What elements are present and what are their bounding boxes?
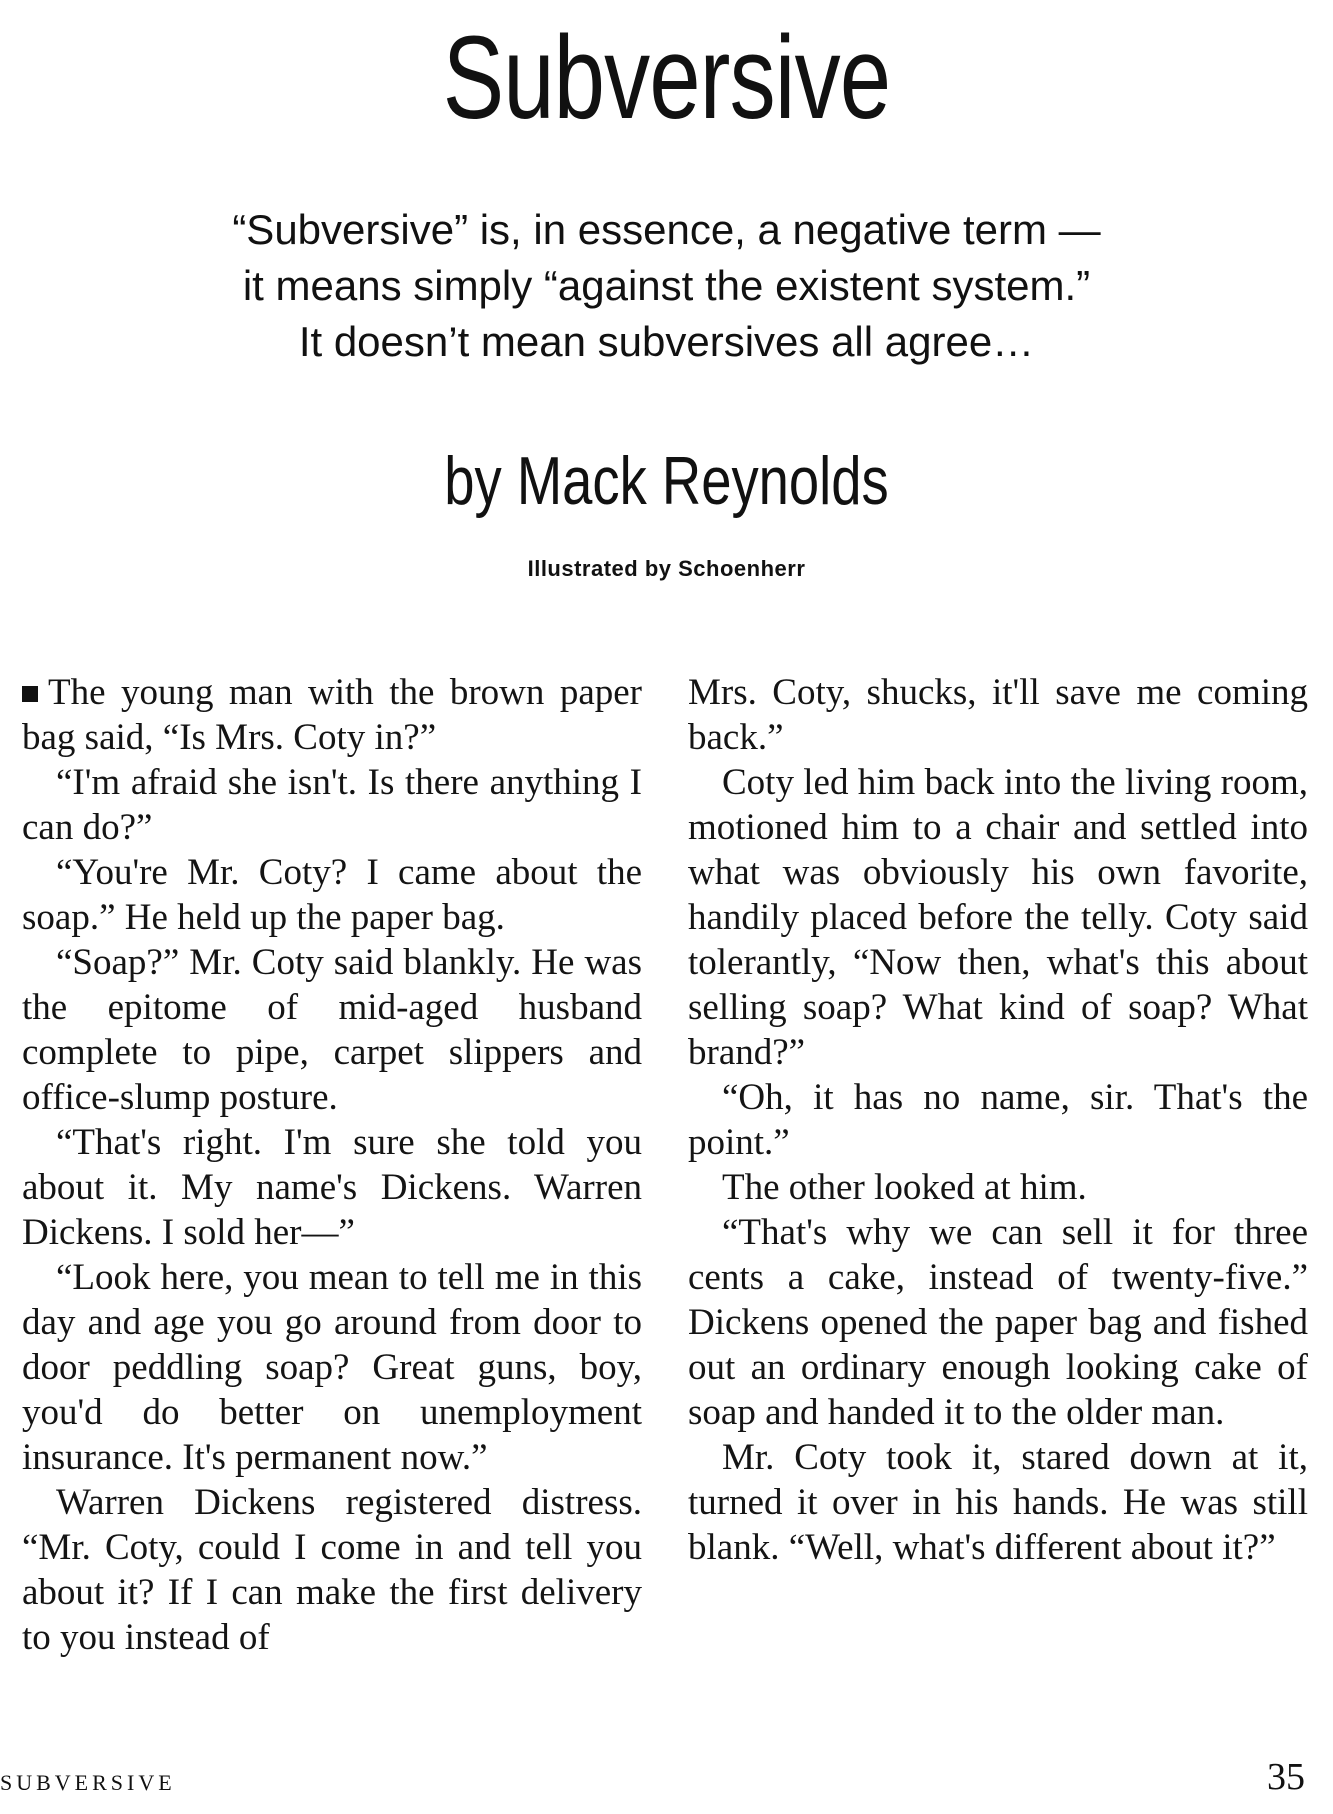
paragraph: Warren Dickens registered distress. “Mr. Coty, could I come in and tell you about it? If I can make the first delivery to you instead of <box>22 1482 642 1658</box>
right-column <box>688 670 1308 1570</box>
author-byline: by Mack Reynolds <box>444 443 889 519</box>
paragraph: Mrs. Coty, shucks, it'll save me coming back.” <box>688 672 1308 758</box>
bullet-icon <box>22 686 38 702</box>
left-column <box>22 670 642 1660</box>
paragraph: “That's right. I'm sure she told you about it. My name's Dickens. Warren Dickens. I sold her—” <box>22 1122 642 1253</box>
paragraph: Coty led him back into the living room, motioned him to a chair and settled into what was obviously his own favorite, handily placed before the telly. Coty said tolerantly, “Now then, what's this about selling soap? What kind of soap? What brand?” <box>688 762 1308 1073</box>
deck-line: it means simply “against the existent system.” <box>242 262 1091 309</box>
paragraph <box>22 670 642 760</box>
paragraph: The other looked at him. <box>722 1167 1087 1208</box>
deck-line: “Subversive” is, in essence, a negative term — <box>232 206 1101 253</box>
paragraph: “Soap?” Mr. Coty said blankly. He was the epitome of mid-aged husband complete to pipe, carpet slippers and office-slump posture. <box>22 942 642 1118</box>
running-head: SUBVERSIVE <box>0 1770 176 1795</box>
illustrator-credit: Illustrated by Schoenherr <box>527 556 806 581</box>
paragraph: “Oh, it has no name, sir. That's the point.” <box>688 1077 1308 1163</box>
paragraph: “You're Mr. Coty? I came about the soap.” He held up the paper bag. <box>22 852 642 938</box>
paragraph: Mr. Coty took it, stared down at it, turned it over in his hands. He was still blank. “Well, what's different about it?” <box>688 1437 1308 1568</box>
paragraph: “Look here, you mean to tell me in this day and age you go around from door to door peddling soap? Great guns, boy, you'd do better on unemployment insurance. It's permanent now.” <box>22 1257 642 1478</box>
page-number: 35 <box>1267 1756 1305 1798</box>
article-deck <box>150 202 1183 370</box>
deck-line: It doesn’t mean subversives all agree… <box>298 318 1035 365</box>
paragraph: “That's why we can sell it for three cents a cake, instead of twenty-five.” Dickens opened the paper bag and fished out an ordinary enough looking cake of soap and handed it to the older man. <box>688 1212 1308 1433</box>
article-title: Subversive <box>442 12 891 144</box>
paragraph-text: The young man with the brown paper bag said, “Is Mrs. Coty in?” <box>22 672 642 758</box>
paragraph: “I'm afraid she isn't. Is there anything I can do?” <box>22 762 642 848</box>
